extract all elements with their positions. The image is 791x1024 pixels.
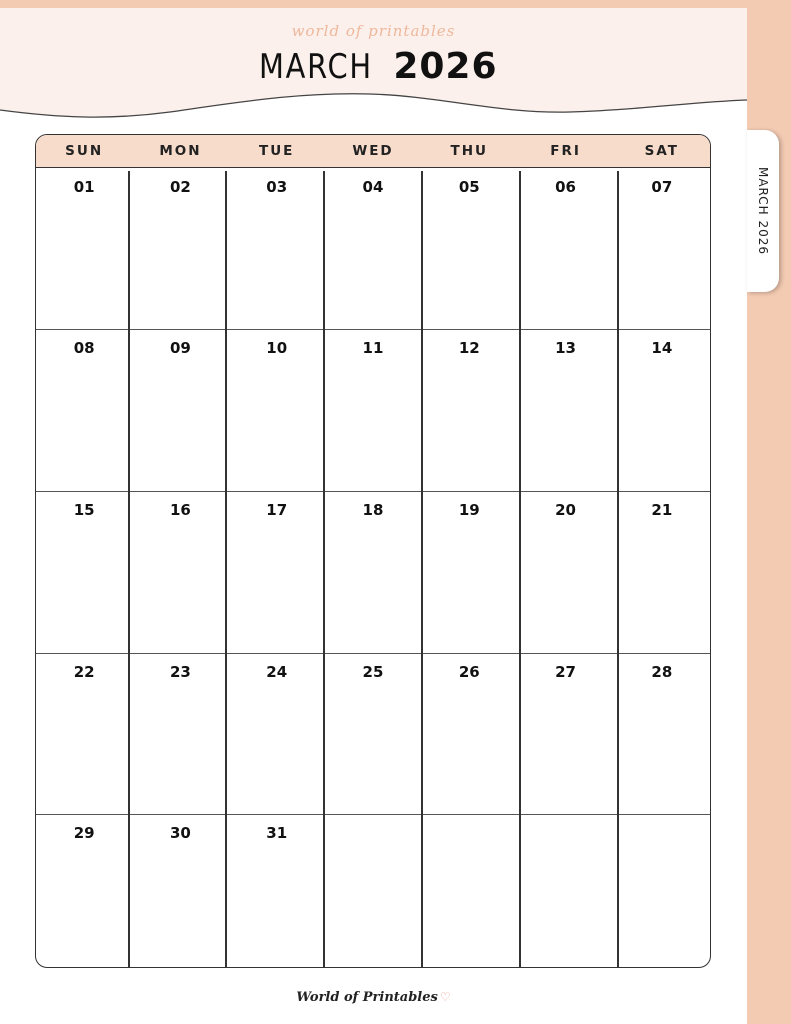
- day-number: 23: [169, 663, 191, 681]
- weekday-mon: MON: [159, 143, 202, 159]
- day-cell[interactable]: [614, 168, 710, 328]
- day-cell[interactable]: [36, 653, 132, 813]
- weekday-sun: SUN: [65, 143, 104, 159]
- day-cell[interactable]: [614, 491, 710, 651]
- day-cell[interactable]: [229, 329, 325, 489]
- day-number: 09: [169, 339, 191, 357]
- weekday-thu: THU: [450, 143, 488, 159]
- day-cell[interactable]: [132, 814, 228, 968]
- day-cell[interactable]: [132, 653, 228, 813]
- day-number: 28: [651, 663, 673, 681]
- day-number: 04: [362, 178, 384, 196]
- brand-script: world of printables: [291, 22, 456, 40]
- day-cell[interactable]: [36, 329, 132, 489]
- day-number: 02: [169, 178, 191, 196]
- day-cell[interactable]: [517, 168, 613, 328]
- day-number: 24: [266, 663, 288, 681]
- day-cell[interactable]: [421, 329, 517, 489]
- day-number: 07: [651, 178, 673, 196]
- day-number: 11: [362, 339, 384, 357]
- column-divider: [519, 171, 521, 967]
- day-cell[interactable]: [36, 814, 132, 968]
- day-cell[interactable]: [36, 491, 132, 651]
- month-tab[interactable]: [747, 130, 779, 292]
- weekday-fri: FRI: [550, 143, 581, 159]
- day-cell[interactable]: [517, 329, 613, 489]
- day-cell[interactable]: [132, 168, 228, 328]
- day-cell[interactable]: [517, 491, 613, 651]
- month-tab-label: MARCH 2026: [756, 166, 770, 256]
- day-cell[interactable]: [517, 653, 613, 813]
- week-divider: [36, 329, 710, 330]
- day-cell[interactable]: [325, 168, 421, 328]
- day-number: 05: [458, 178, 480, 196]
- day-number: 27: [555, 663, 576, 681]
- week-row: [36, 653, 710, 813]
- column-divider: [421, 171, 423, 967]
- day-number: 03: [266, 178, 288, 196]
- day-number: 06: [555, 178, 576, 196]
- day-number: 30: [169, 824, 191, 842]
- weekday-wed: WED: [352, 143, 394, 159]
- day-number: 25: [362, 663, 384, 681]
- day-number: 17: [266, 501, 288, 519]
- day-cell[interactable]: [229, 168, 325, 328]
- weekday-tue: TUE: [259, 143, 295, 159]
- day-number: 16: [169, 501, 191, 519]
- day-number: 14: [651, 339, 673, 357]
- day-cell[interactable]: [421, 168, 517, 328]
- day-number: 21: [651, 501, 673, 519]
- day-cell[interactable]: [614, 653, 710, 813]
- footer-brand-text: World of Printables: [296, 990, 438, 1005]
- day-cell[interactable]: [132, 491, 228, 651]
- day-number: 15: [73, 501, 95, 519]
- day-number: 10: [266, 339, 288, 357]
- day-number: 18: [362, 501, 384, 519]
- day-cell[interactable]: [229, 491, 325, 651]
- day-cell[interactable]: [421, 814, 517, 968]
- page-title: [0, 46, 747, 87]
- day-number: 31: [266, 824, 288, 842]
- title-year: 2026: [393, 46, 498, 87]
- title-month: MARCH: [259, 47, 374, 87]
- day-grid: [36, 168, 710, 968]
- week-row: [36, 814, 710, 968]
- day-cell[interactable]: [325, 653, 421, 813]
- day-number: 08: [73, 339, 95, 357]
- week-divider: [36, 491, 710, 492]
- day-cell[interactable]: [229, 653, 325, 813]
- heart-icon: ♡: [439, 990, 451, 1004]
- day-cell[interactable]: [36, 168, 132, 328]
- day-cell[interactable]: [614, 814, 710, 968]
- week-row: [36, 168, 710, 328]
- day-number: 19: [458, 501, 480, 519]
- week-row: [36, 491, 710, 651]
- day-number: 29: [73, 824, 95, 842]
- day-number: 26: [458, 663, 480, 681]
- calendar-page: [0, 8, 747, 1024]
- day-number: 12: [458, 339, 480, 357]
- day-cell[interactable]: [614, 329, 710, 489]
- day-cell[interactable]: [229, 814, 325, 968]
- day-number: 01: [73, 178, 95, 196]
- week-divider: [36, 653, 710, 654]
- calendar-grid: [35, 134, 711, 968]
- day-number: 22: [73, 663, 95, 681]
- day-cell[interactable]: [325, 814, 421, 968]
- weekday-header: [36, 135, 710, 168]
- header-band: [0, 8, 747, 128]
- weekday-sat: SAT: [644, 143, 679, 159]
- day-cell[interactable]: [325, 491, 421, 651]
- day-cell[interactable]: [421, 653, 517, 813]
- day-number: 20: [555, 501, 576, 519]
- day-cell[interactable]: [517, 814, 613, 968]
- column-divider: [128, 171, 130, 967]
- day-cell[interactable]: [325, 329, 421, 489]
- day-number: 13: [555, 339, 576, 357]
- day-cell[interactable]: [421, 491, 517, 651]
- week-row: [36, 329, 710, 489]
- day-cell[interactable]: [132, 329, 228, 489]
- week-divider: [36, 814, 710, 815]
- column-divider: [323, 171, 325, 967]
- column-divider: [225, 171, 227, 967]
- footer-brand: [0, 990, 747, 1005]
- column-divider: [617, 171, 619, 967]
